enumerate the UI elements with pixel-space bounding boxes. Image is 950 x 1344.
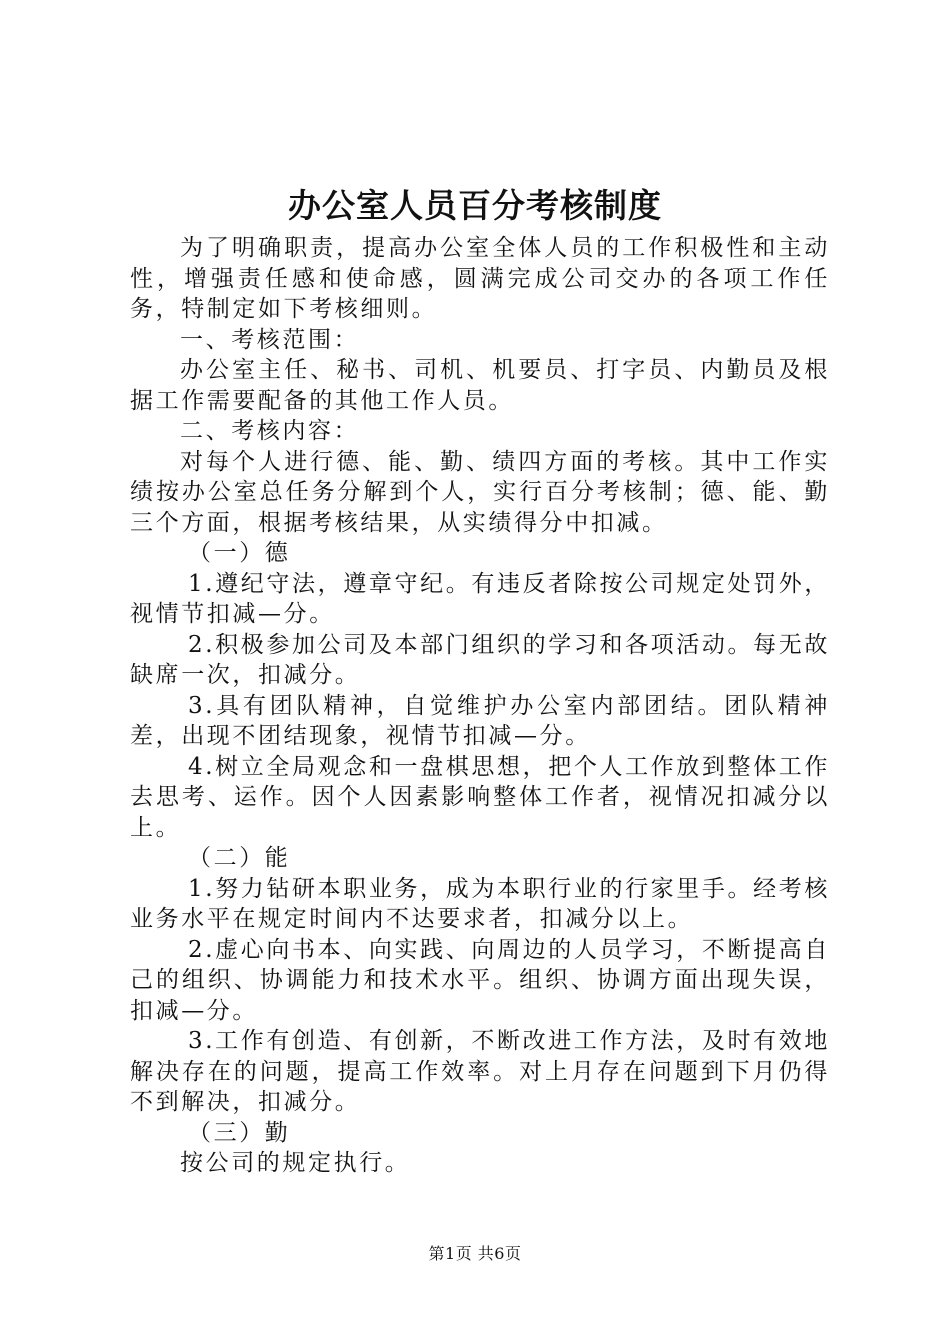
subsection-heading-qin: （三）勤 bbox=[188, 1119, 291, 1146]
neng-item-1: 1.努力钻研本职业务，成为本职行业的行家里手。经考核业务水平在规定时间内不达要求者，扣减分以上。 bbox=[130, 875, 830, 932]
qin-paragraph: 按公司的规定执行。 bbox=[180, 1150, 411, 1176]
section-heading-scope: 一、考核范围： bbox=[180, 326, 360, 353]
document-title: 办公室人员百分考核制度 bbox=[288, 186, 662, 225]
subsection-heading-neng: （二）能 bbox=[188, 845, 291, 871]
scope-paragraph: 办公室主任、秘书、司机、机要员、打字员、内勤员及根据工作需要配备的其他工作人员。 bbox=[130, 357, 830, 414]
neng-item-2: 2.虚心向书本、向实践、向周边的人员学习，不断提高自己的组织、协调能力和技术水平。组织、协调方面出现失误，扣减—分。 bbox=[130, 936, 830, 1024]
subsection-heading-de: （一）德 bbox=[188, 540, 291, 566]
page-footer: 第1页 共6页 bbox=[428, 1244, 522, 1263]
neng-item-3: 3.工作有创造、有创新，不断改进工作方法，及时有效地解决存在的问题，提高工作效率。对上月存在问题到下月仍得不到解决，扣减分。 bbox=[130, 1028, 830, 1115]
section-heading-content: 二、考核内容： bbox=[180, 418, 360, 444]
intro-paragraph: 为了明确职责，提高办公室全体人员的工作积极性和主动性，增强责任感和使命感，圆满完成公司交办的各项工作任务，特制定如下考核细则。 bbox=[130, 235, 830, 322]
de-item-2: 2.积极参加公司及本部门组织的学习和各项活动。每无故缺席一次，扣减分。 bbox=[130, 631, 830, 688]
de-item-4: 4.树立全局观念和一盘棋思想，把个人工作放到整体工作去思考、运作。因个人因素影响整体工作者，视情况扣减分以上。 bbox=[130, 753, 830, 841]
document-body bbox=[130, 233, 830, 1179]
content-paragraph: 对每个人进行德、能、勤、绩四方面的考核。其中工作实绩按办公室总任务分解到个人，实行百分考核制；德、能、勤三个方面，根据考核结果，从实绩得分中扣减。 bbox=[130, 448, 830, 536]
de-item-3: 3.具有团队精神，自觉维护办公室内部团结。团队精神差，出现不团结现象，视情节扣减—分。 bbox=[130, 692, 830, 749]
de-item-1: 1.遵纪守法，遵章守纪。有违反者除按公司规定处罚外，视情节扣减—分。 bbox=[130, 570, 830, 627]
